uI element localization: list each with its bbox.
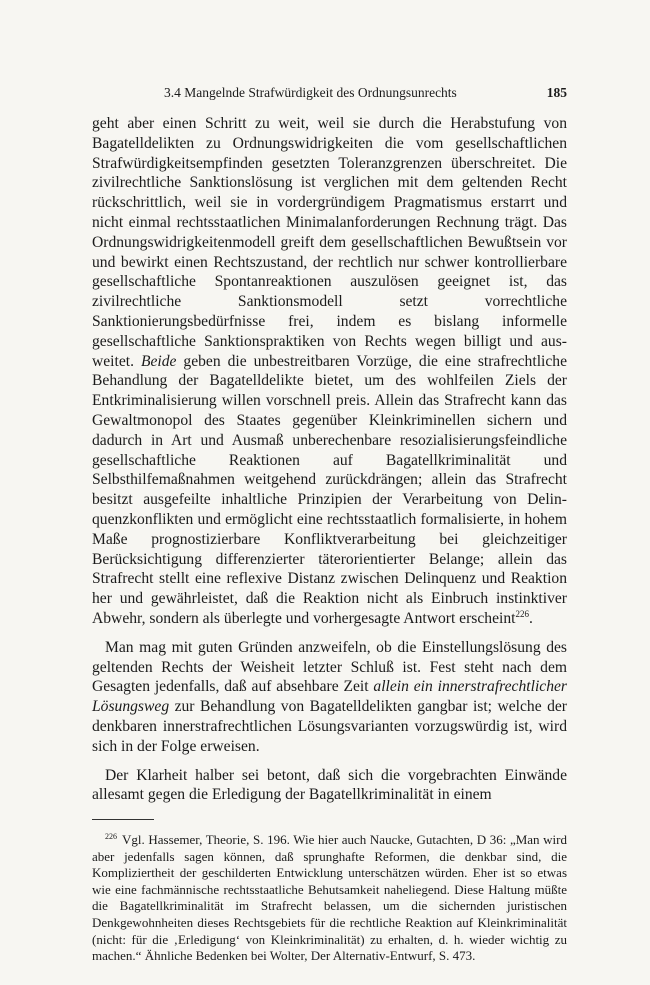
emphasis-loesungsweg: allein ein innerstrafrechtlicher Lösungsweg bbox=[92, 678, 567, 716]
running-header bbox=[92, 84, 567, 102]
footnote-226 bbox=[92, 832, 567, 965]
page-number: 185 bbox=[546, 85, 567, 100]
section-title: 3.4 Mangelnde Strafwürdigkeit des Ordnungsunrechts bbox=[164, 85, 457, 100]
paragraph-1-text-a: geht aber einen Schritt zu weit, weil sie durch die Herabstufung von Bagatelldelikten zu Ordnungswidrigkeiten die vom gesellschaftlichen Strafwürdigkeitsempfinden gesetzten Toleranzgrenzen überschreitet. Die zivilrechtliche Sanktionslösung ist verglichen mit dem geltenden Recht rückschrittlich, weil sie in vordergründigem Pragmatismus erstarrt und nicht einmal rechtsstaatlichen Minimalanforderungen Rechnung trägt. Das Ordnungswidrigkeitenmodell greift dem gesellschaftlichen Bewußtsein vor und bewirkt einen Rechtszustand, der rechtlich nur schwer kontrollierbare gesellschaftliche Spontanreaktionen auszulösen geeignet ist, das zivilrechtliche Sanktionsmodell setzt vorrechtliche Sanktionierungsbedürfnisse frei, indem es bislang informelle gesellschaftliche Sanktionspraktiken von Rechts wegen billigt und ausweitet. bbox=[92, 115, 567, 370]
footnote-text: Vgl. Hassemer, Theorie, S. 196. Wie hier auch Naucke, Gutachten, D 36: „Man wird aber jedenfalls sagen können, daß sprunghafte Reformen, die denkbar sind, die Kompliziertheit der geschilderten Entwicklung unterschätzen würden. Eher ist so etwas wie eine fachmännische rechtsstaatliche Behutsamkeit naheliegend. Diese Haltung müßte die Bagatellkriminalität im Strafrecht belassen, um die sichernden juristischen Denkgewohnheiten dieses Rechtsgebiets für die rechtliche Reaktion auf Kleinkriminalität (nicht: für die ‚Erledigung‘ von Kleinkriminalität) zu erhalten, d. h. wieder wichtig zu machen.“ Ähnliche Bedenken bei Wolter, Der Alternativ-Entwurf, S. 473. bbox=[92, 832, 567, 964]
footnote-mark: 226 bbox=[105, 831, 117, 841]
footnote-divider bbox=[92, 819, 154, 820]
paragraph-2-text-a: Man mag mit guten Gründen anzweifeln, ob die Einstellungslösung des geltenden Rechts der Weisheit letzter Schluß ist. Fest steht nach dem Gesagten jedenfalls, daß auf absehbare Zeit bbox=[92, 638, 567, 696]
footnote-reference[interactable]: 226 bbox=[515, 608, 529, 619]
paragraph-2-text-b: zur Behandlung von Bagatelldelikten gangbar ist; welche der denkbaren innerstrafrechtlichen Lösungsvarianten vorzugswürdig ist, wird sich in der Folge erweisen. bbox=[92, 698, 567, 755]
paragraph-3: Der Klarheit halber sei betont, daß sich die vorgebrachten Einwände allesamt gegen die Erledigung der Bagatellkriminalität in einem bbox=[92, 766, 567, 804]
paragraph-2 bbox=[92, 638, 567, 757]
paragraph-1 bbox=[92, 114, 567, 629]
emphasis-beide: Beide bbox=[140, 352, 177, 370]
paragraph-1-end: . bbox=[528, 609, 533, 627]
paragraph-1-text-b: geben die unbestreitbaren Vorzüge, die eine strafrechtliche Behandlung der Bagatelldelikte bietet, um des wohlfeilen Ziels der Entkriminalisierung willen vorschnell preis. Allein das Strafrecht kann das Gewaltmonopol des Staates gegenüber Kleinkriminellen sichern und dadurch in Art und Ausmaß unberechenbare resozialisierungsfeindliche gesellschaftliche Reaktionen auf Bagatellkriminalität und Selbsthilfemaßnahmen weitgehend zurückdrängen; allein das Strafrecht besitzt ausgefeilte inhaltliche Prinzipien der Verarbeitung von Delinquenzkonflikten und ermöglicht eine rechtsstaatlich formalisierte, in hohem Maße prognostizierbare Konfliktverarbeitung bei gleichzeitiger Berücksichtigung differenzierter täterorientierter Belange; allein das Strafrecht stellt eine reflexive Distanz zwischen Delinquenz und Reaktion her und gewährleistet, daß die Reaktion nicht als Einbruch instinktiver Abwehr, sondern als überlegte und vorhergesagte Antwort erscheint bbox=[92, 352, 567, 627]
